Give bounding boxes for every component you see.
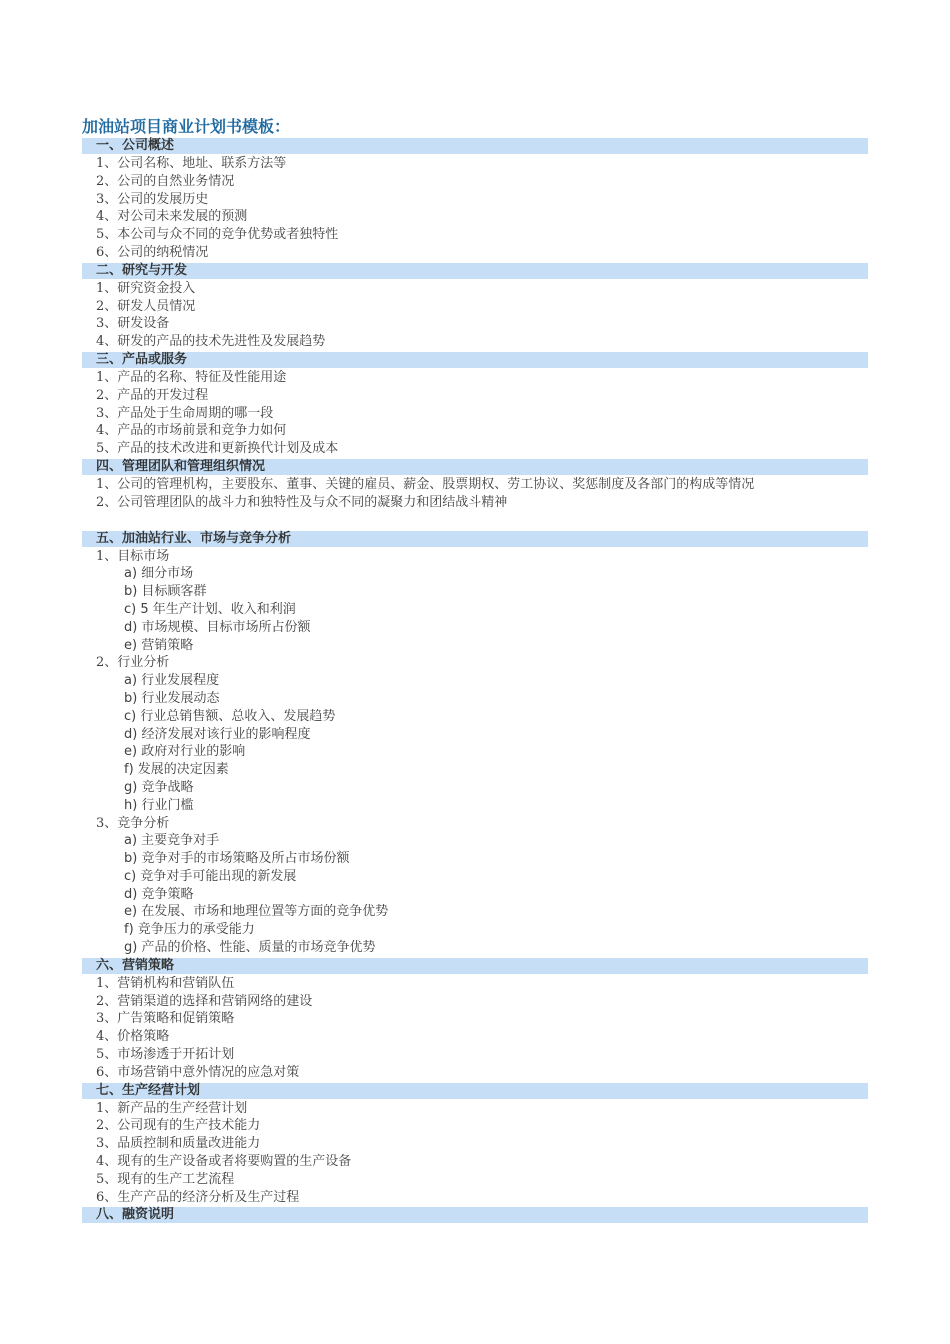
sub-list-item: c) 行业总销售额、总收入、发展趋势 (124, 708, 336, 724)
section-heading-research-development: 二、研究与开发 (82, 263, 868, 279)
list-item: 6、市场营销中意外情况的应急对策 (96, 1064, 300, 1080)
sub-list-item: h) 行业门槛 (124, 797, 194, 813)
sub-list-item: c) 竞争对手可能出现的新发展 (124, 868, 297, 884)
list-item: 2、研发人员情况 (96, 298, 196, 314)
list-item: 6、生产产品的经济分析及生产过程 (96, 1189, 300, 1205)
list-item: 1、公司名称、地址、联系方法等 (96, 156, 287, 171)
list-item: 3、品质控制和质量改进能力 (96, 1136, 261, 1152)
list-item: 2、公司的自然业务情况 (96, 173, 235, 189)
sub-list-item: e) 在发展、市场和地理位置等方面的竞争优势 (124, 904, 389, 920)
sub-list-item: f) 发展的决定因素 (124, 762, 229, 778)
section-heading-company-overview: 一、公司概述 (82, 138, 868, 154)
list-item: 3、广告策略和促销策略 (96, 1011, 235, 1027)
sub-list-item: g) 产品的价格、性能、质量的市场竞争优势 (124, 940, 376, 956)
sub-list-item: d) 市场规模、目标市场所占份额 (124, 619, 311, 635)
list-item: 4、产品的市场前景和竞争力如何 (96, 423, 287, 439)
section-heading-management-team: 四、管理团队和管理组织情况 (82, 459, 868, 475)
list-item: 4、研发的产品的技术先进性及发展趋势 (96, 334, 326, 350)
section-heading-products-services: 三、产品或服务 (82, 352, 868, 368)
sub-list-item: a) 行业发展程度 (124, 673, 220, 689)
sub-list-item: c) 5 年生产计划、收入和利润 (124, 601, 296, 617)
sub-list-item: a) 细分市场 (124, 566, 194, 582)
sub-list-item: e) 营销策略 (124, 637, 194, 653)
list-item: 1、营销机构和营销队伍 (96, 975, 235, 991)
document-title: 加油站项目商业计划书模板： (82, 117, 291, 136)
sub-list-item: d) 经济发展对该行业的影响程度 (124, 726, 311, 742)
sub-list-item: f) 竞争压力的承受能力 (124, 922, 255, 938)
sub-list-item: a) 主要竞争对手 (124, 833, 220, 849)
list-item: 1、产品的名称、特征及性能用途 (96, 369, 287, 385)
blank-line (82, 512, 868, 530)
list-item: 1、公司的管理机构，主要股东、董事、关键的雇员、薪金、股票期权、劳工协议、奖惩制度及各部门的构成等情况 (96, 476, 755, 492)
section-heading-marketing-strategy: 六、营销策略 (82, 958, 868, 974)
document (82, 117, 868, 1224)
list-item: 4、对公司未来发展的预测 (96, 209, 248, 225)
list-item: 4、现有的生产设备或者将要购置的生产设备 (96, 1154, 352, 1170)
list-item: 2、产品的开发过程 (96, 387, 209, 403)
list-item: 5、现有的生产工艺流程 (96, 1171, 235, 1187)
list-item: 3、研发设备 (96, 316, 170, 332)
list-item: 1、研究资金投入 (96, 280, 196, 296)
list-item: 2、公司现有的生产技术能力 (96, 1118, 261, 1134)
list-item: 3、公司的发展历史 (96, 191, 209, 207)
sub-list-item: b) 行业发展动态 (124, 690, 220, 706)
list-item: 5、本公司与众不同的竞争优势或者独特性 (96, 227, 339, 243)
list-item: 3、产品处于生命周期的哪一段 (96, 405, 274, 421)
list-item: 3、竞争分析 (96, 815, 170, 831)
list-item: 2、营销渠道的选择和营销网络的建设 (96, 993, 313, 1009)
sub-list-item: d) 竞争策略 (124, 886, 194, 902)
sub-list-item: b) 竞争对手的市场策略及所占市场份额 (124, 851, 350, 867)
list-item: 4、价格策略 (96, 1029, 170, 1045)
list-item: 1、目标市场 (96, 548, 170, 564)
list-item: 2、行业分析 (96, 655, 170, 671)
section-heading-industry-market-analysis: 五、加油站行业、市场与竞争分析 (82, 531, 868, 547)
list-item: 6、公司的纳税情况 (96, 244, 209, 260)
section-heading-production-plan: 七、生产经营计划 (82, 1083, 868, 1099)
list-item: 2、公司管理团队的战斗力和独特性及与众不同的凝聚力和团结战斗精神 (96, 494, 508, 510)
sub-list-item: e) 政府对行业的影响 (124, 744, 246, 760)
section-heading-financing: 八、融资说明 (82, 1207, 868, 1223)
list-item: 5、产品的技术改进和更新换代计划及成本 (96, 441, 339, 457)
sub-list-item: g) 竞争战略 (124, 779, 194, 795)
list-item: 5、市场渗透于开拓计划 (96, 1047, 235, 1063)
sub-list-item: b) 目标顾客群 (124, 584, 207, 600)
list-item: 1、新产品的生产经营计划 (96, 1100, 248, 1116)
